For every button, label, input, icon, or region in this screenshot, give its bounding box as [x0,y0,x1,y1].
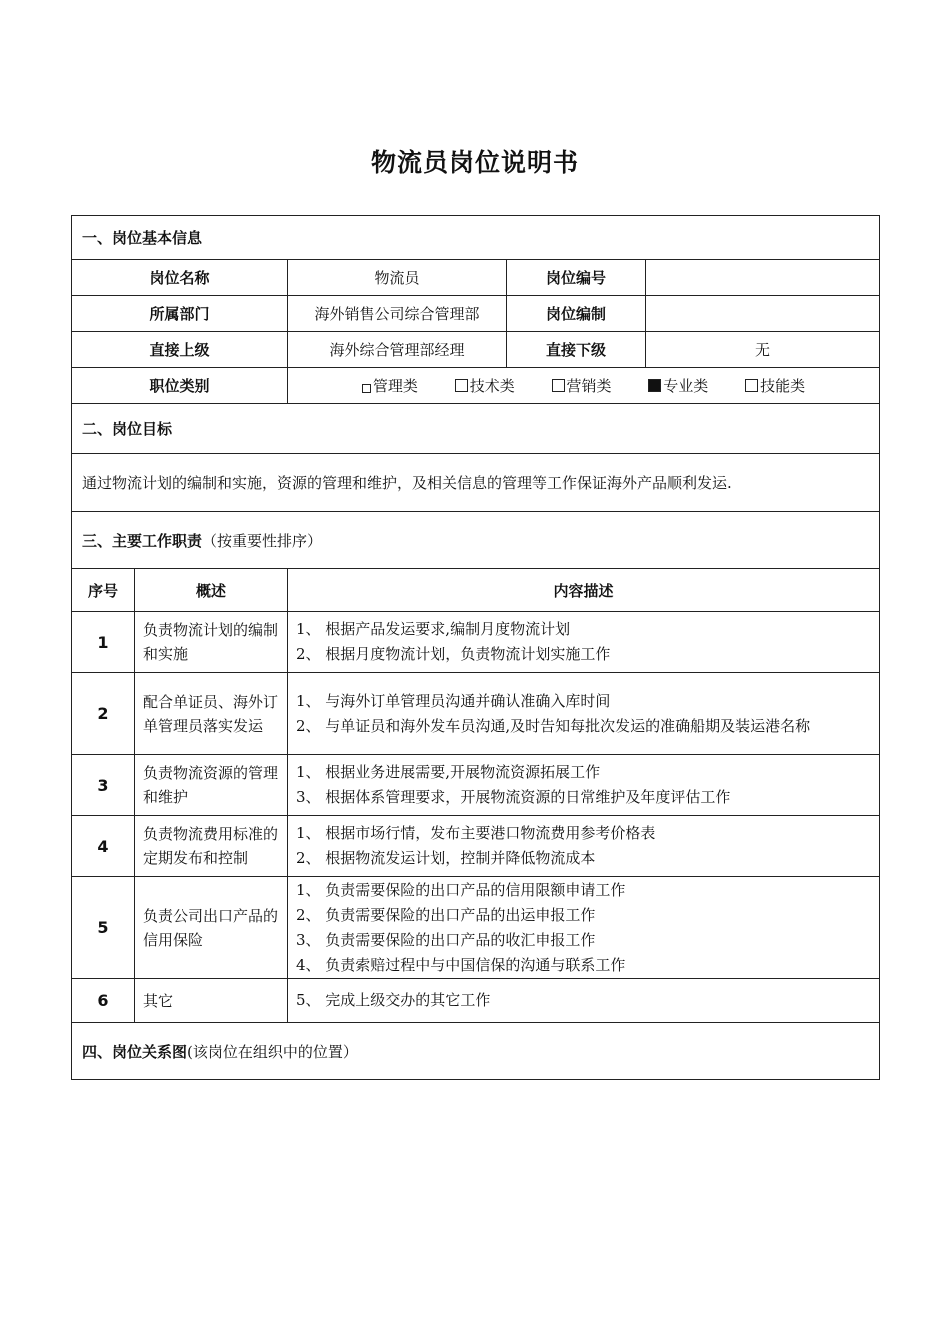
duty-summary: 负责公司出口产品的信用保险 [135,877,288,979]
duty-description: 1、 负责需要保险的出口产品的信用限额申请工作 2、 负责需要保险的出口产品的出运申报工作 3、 负责需要保险的出口产品的收汇申报工作 4、 负责索赔过程中与中国信保的沟通与联系工作 [288,877,880,979]
duty-description: 5、 完成上级交办的其它工作 [288,979,880,1023]
duty-description: 1、 根据业务进展需要,开展物流资源拓展工作 3、 根据体系管理要求，开展物流资源的日常维护及年度评估工作 [288,755,880,816]
job-code-value [646,260,880,296]
checkbox-checked-icon [648,379,661,392]
section1-heading: 一、岗位基本信息 [72,216,880,260]
superior-value: 海外综合管理部经理 [288,332,507,368]
column-header-number: 序号 [72,569,135,612]
department-value: 海外销售公司综合管理部 [288,296,507,332]
category-option[interactable]: 专业类 [648,375,708,396]
duty-summary: 负责物流资源的管理和维护 [135,755,288,816]
column-header-summary: 概述 [135,569,288,612]
job-name-value: 物流员 [288,260,507,296]
table-row: 5 负责公司出口产品的信用保险 1、 负责需要保险的出口产品的信用限额申请工作 2、 负责需要保险的出口产品的出运申报工作 3、 负责需要保险的出口产品的收汇申报工作 4、 负责索赔过程中与中国信保的沟通与联系工作 [72,877,880,979]
job-goal-text: 通过物流计划的编制和实施，资源的管理和维护，及相关信息的管理等工作保证海外产品顺利发运. [72,454,880,512]
superior-label: 直接上级 [72,332,288,368]
headcount-value [646,296,880,332]
table-row: 6 其它 5、 完成上级交办的其它工作 [72,979,880,1023]
table-row: 3 负责物流资源的管理和维护 1、 根据业务进展需要,开展物流资源拓展工作 3、 根据体系管理要求，开展物流资源的日常维护及年度评估工作 [72,755,880,816]
section3-heading: 三、主要工作职责（按重要性排序） [72,512,880,569]
table-row: 4 负责物流费用标准的定期发布和控制 1、 根据市场行情，发布主要港口物流费用参考价格表 2、 根据物流发运计划，控制并降低物流成本 [72,816,880,877]
subordinate-label: 直接下级 [507,332,646,368]
checkbox-icon [552,379,565,392]
category-option[interactable]: 营销类 [552,375,612,396]
section2-heading: 二、岗位目标 [72,404,880,454]
duty-summary: 负责物流费用标准的定期发布和控制 [135,816,288,877]
duty-summary: 其它 [135,979,288,1023]
department-label: 所属部门 [72,296,288,332]
table-row: 1 负责物流计划的编制和实施 1、 根据产品发运要求,编制月度物流计划 2、 根据月度物流计划，负责物流计划实施工作 [72,612,880,673]
duty-description: 1、 根据市场行情，发布主要港口物流费用参考价格表 2、 根据物流发运计划，控制并降低物流成本 [288,816,880,877]
category-options [288,368,880,404]
category-option[interactable]: 技术类 [455,375,515,396]
headcount-label: 岗位编制 [507,296,646,332]
duty-description: 1、 与海外订单管理员沟通并确认准确入库时间 2、 与单证员和海外发车员沟通,及时告知每批次发运的准确船期及装运港名称 [288,673,880,755]
category-option[interactable]: 管理类 [362,375,418,396]
category-option[interactable]: 技能类 [745,375,805,396]
section4-heading: 四、岗位关系图(该岗位在组织中的位置） [72,1023,880,1080]
job-code-label: 岗位编号 [507,260,646,296]
duty-summary: 配合单证员、海外订单管理员落实发运 [135,673,288,755]
page-title: 物流员岗位说明书 [370,148,579,177]
checkbox-icon [455,379,468,392]
job-description-table [71,215,880,1080]
category-label: 职位类别 [72,368,288,404]
duty-summary: 负责物流计划的编制和实施 [135,612,288,673]
job-name-label: 岗位名称 [72,260,288,296]
checkbox-icon [362,384,371,393]
table-row: 2 配合单证员、海外订单管理员落实发运 1、 与海外订单管理员沟通并确认准确入库时间 2、 与单证员和海外发车员沟通,及时告知每批次发运的准确船期及装运港名称 [72,673,880,755]
checkbox-icon [745,379,758,392]
subordinate-value: 无 [646,332,880,368]
duty-description: 1、 根据产品发运要求,编制月度物流计划 2、 根据月度物流计划，负责物流计划实施工作 [288,612,880,673]
column-header-description: 内容描述 [288,569,880,612]
